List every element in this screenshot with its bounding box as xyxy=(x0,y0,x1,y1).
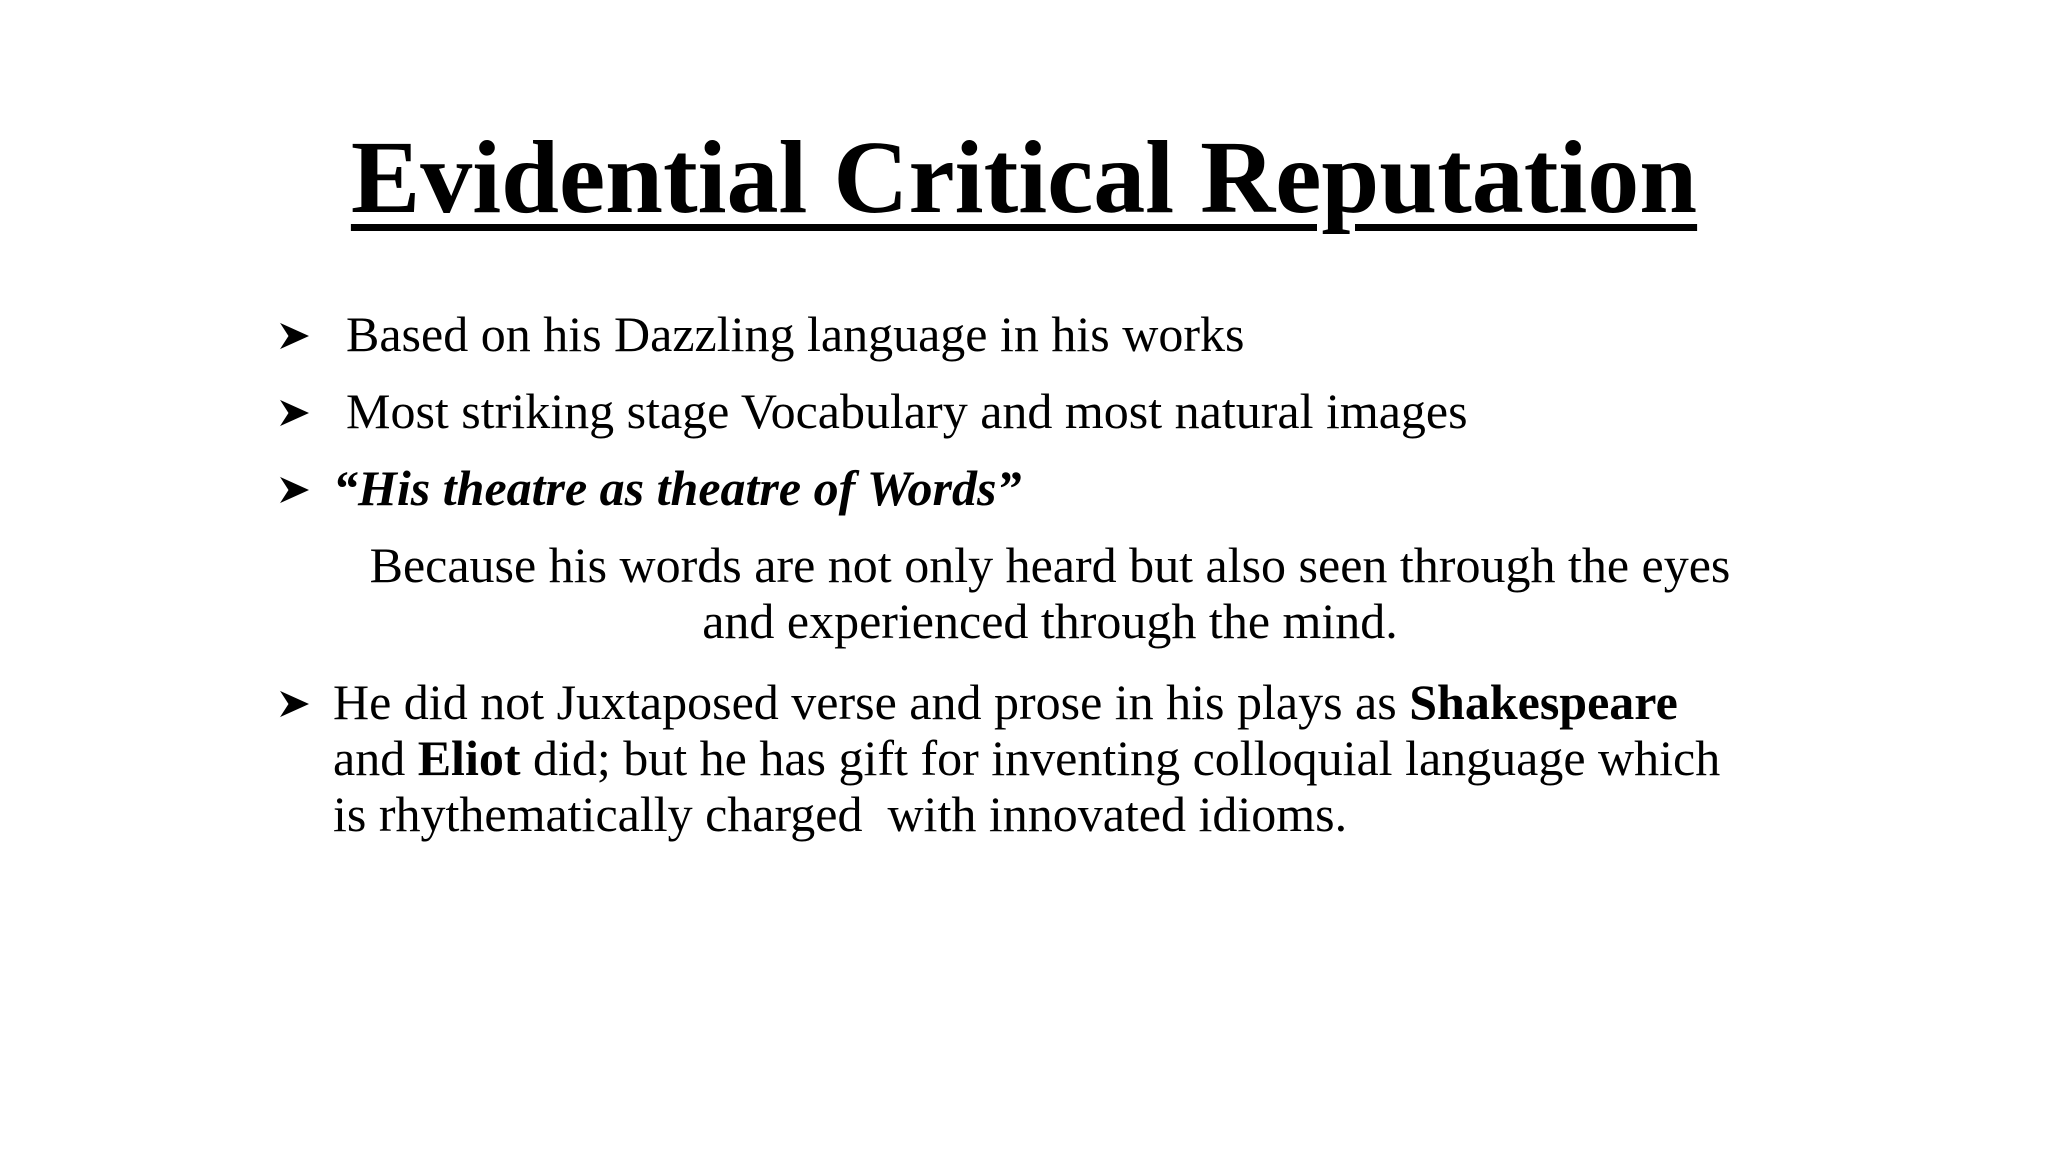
bold-name: Eliot xyxy=(417,730,521,786)
explanation-text xyxy=(300,537,1800,649)
arrowhead-bullet-icon xyxy=(276,689,310,719)
bullet-line: is rhythematically charged with innovated idioms. xyxy=(333,786,1348,842)
bold-name: Shakespeare xyxy=(1409,674,1678,730)
bullet-line-text: and xyxy=(333,730,418,786)
bullet-text: Based on his Dazzling language in his works xyxy=(346,306,1245,362)
bullet-text: Most striking stage Vocabulary and most natural images xyxy=(346,383,1468,439)
arrowhead-bullet-icon xyxy=(276,321,310,351)
bullet-line xyxy=(333,730,1833,786)
bullet-line xyxy=(333,674,1833,730)
arrowhead-bullet-icon xyxy=(276,398,310,428)
arrowhead-bullet-icon xyxy=(276,475,310,505)
bullet-text-quote: “His theatre as theatre of Words” xyxy=(333,460,1022,516)
bullet-text-multiline xyxy=(333,674,1833,842)
explanation-line: Because his words are not only heard but also seen through the eyes xyxy=(369,537,1731,593)
slide-title: Evidential Critical Reputation xyxy=(350,120,1698,235)
bullet-line-text: did; but he has gift for inventing colloquial language which xyxy=(520,730,1721,786)
explanation-line: and experienced through the mind. xyxy=(702,593,1398,649)
bullet-line-text: He did not Juxtaposed verse and prose in his plays as xyxy=(333,674,1410,730)
